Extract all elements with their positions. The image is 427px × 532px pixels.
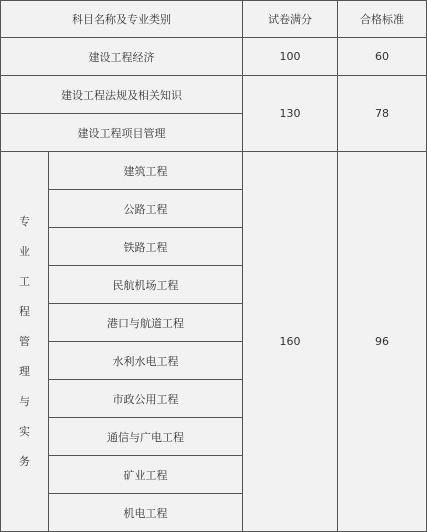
practice-subject-name: 通信与广电工程 (49, 418, 243, 456)
practice-subject-name: 民航机场工程 (49, 266, 243, 304)
practice-group-label (1, 152, 49, 532)
practice-subject-name: 矿业工程 (49, 456, 243, 494)
practice-subject-name: 港口与航道工程 (49, 304, 243, 342)
subject-name: 建设工程法规及相关知识 (1, 76, 243, 114)
practice-subject-name: 机电工程 (49, 494, 243, 532)
practice-pass-score: 96 (338, 152, 427, 532)
practice-subject-name: 铁路工程 (49, 228, 243, 266)
pass-score: 78 (338, 76, 427, 152)
subject-name: 建设工程项目管理 (1, 114, 243, 152)
pass-score: 60 (338, 38, 427, 76)
total-score: 130 (243, 76, 338, 152)
header-pass-score: 合格标准 (338, 1, 427, 38)
total-score: 100 (243, 38, 338, 76)
table-header-row (1, 1, 427, 38)
table-row (1, 76, 427, 114)
table-row (1, 152, 427, 190)
table-row (1, 38, 427, 76)
practice-subject-name: 市政公用工程 (49, 380, 243, 418)
practice-subject-name: 建筑工程 (49, 152, 243, 190)
practice-subject-name: 水利水电工程 (49, 342, 243, 380)
practice-total-score: 160 (243, 152, 338, 532)
practice-group-label-text: 专 业 工 程 管 理 与 实 务 (19, 214, 30, 468)
header-total-score: 试卷满分 (243, 1, 338, 38)
practice-subject-name: 公路工程 (49, 190, 243, 228)
subject-name: 建设工程经济 (1, 38, 243, 76)
header-subject: 科目名称及专业类别 (1, 1, 243, 38)
